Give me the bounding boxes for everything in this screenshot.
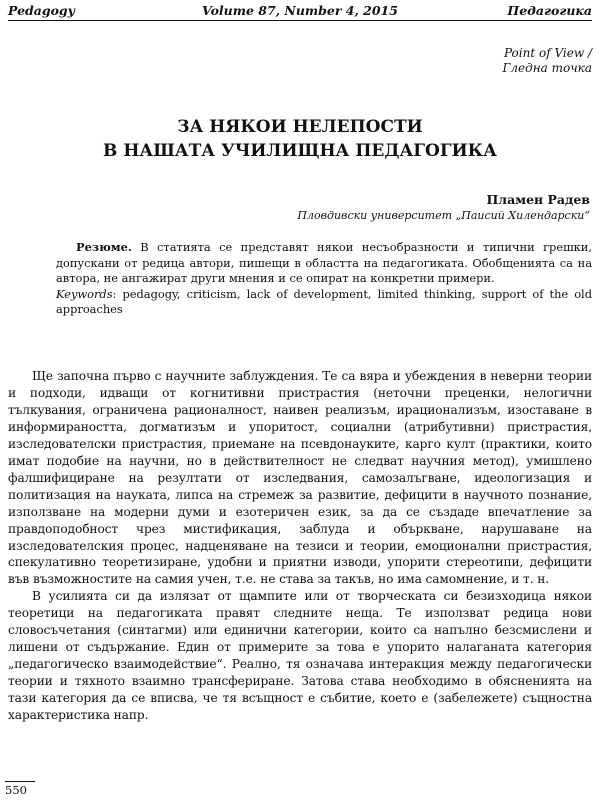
abstract-paragraph — [56, 240, 592, 287]
keywords — [56, 287, 592, 318]
author-name: Пламен Радев — [486, 192, 590, 207]
abstract — [56, 240, 592, 318]
body-paragraph-2: В усилията си да излязат от щампите или от творческата си безизходица някои теоретици на педагогиката правят следните неща. Те използват редица нови словосъчетания (синтагми) или единични категории, които са напълно безсмислени и лишени от съдържание. Един от примерите за това е упорито налаганата категория „педагогическо взаимодействие“. Реално, тя означава интеракция между педагогически теории и тяхното взаимно трансфериране. Затова става необходимо в обясненията на тази категория да се вписва, че тя всъщност е събитие, което е (забележете) същностна характеристика напр. — [8, 589, 592, 723]
abstract-label: Резюме. — [76, 240, 132, 254]
abstract-text: В статията се представят някои несъобразности и типични грешки, допускани от редица автори, пишещи в областта на педагогиката. Обобщенията са на автора, не ангажират други мнения и се опират на конкретни примери. — [56, 240, 592, 285]
page-number: 550 — [5, 781, 35, 797]
keywords-text: : pedagogy, criticism, lack of development, limited thinking, support of the old approaches — [56, 286, 592, 316]
journal-name-en: Pedagogy — [8, 3, 75, 18]
volume-info: Volume 87, Number 4, 2015 — [202, 3, 398, 18]
article-title — [0, 115, 600, 163]
running-header — [8, 3, 592, 21]
article-body — [8, 368, 592, 724]
keywords-label: Keywords — [56, 286, 113, 301]
section-tag-bg: Гледна точка — [502, 61, 592, 75]
section-tag — [502, 46, 592, 76]
author-affiliation: Пловдивски университет „Паисий Хилендарски“ — [297, 209, 590, 222]
title-line-1: ЗА НЯКОИ НЕЛЕПОСТИ — [177, 117, 423, 137]
body-paragraph-1: Ще започна първо с научните заблуждения. Те са вяра и убеждения в неверни теории и подходи, идващи от когнитивни пристрастия (неточни преценки, нелогични тълкувания, ограничена рационалност, наивен реализъм, ирационализъм, изоставане в информираността, догматизъм и упоритост, социални (атрибутивни) пристрастия, изследователски пристрастия, приемане на псевдонауките, карго култ (практики, които имат подобие на научни, но в действителност не следват научния метод), умишлено фалшифициране на резултати от изследвания, самозалъгване, идеологизация и политизация на науката, липса на стремеж за развитие, дефицити в научното познание, използване на модерни думи и езотеричен език, за да се създаде впечатление за правдоподобност чрез мистификация, заблуда и объркване, нарушаване на изследователския процес, надценяване на тезиси и теории, емоционални пристрастия, спекулативно теоретизиране, удобни и приятни изводи, упорити стереотипи, дефицити във възможностите на самия учен, т.е. не става за такъв, но има самомнение, и т. н. — [8, 369, 592, 587]
journal-name-bg: Педагогика — [507, 3, 592, 18]
title-line-2: В НАШАТА УЧИЛИЩНА ПЕДАГОГИКА — [103, 141, 497, 161]
section-tag-en: Point of View / — [503, 46, 592, 60]
author-block — [297, 192, 590, 223]
